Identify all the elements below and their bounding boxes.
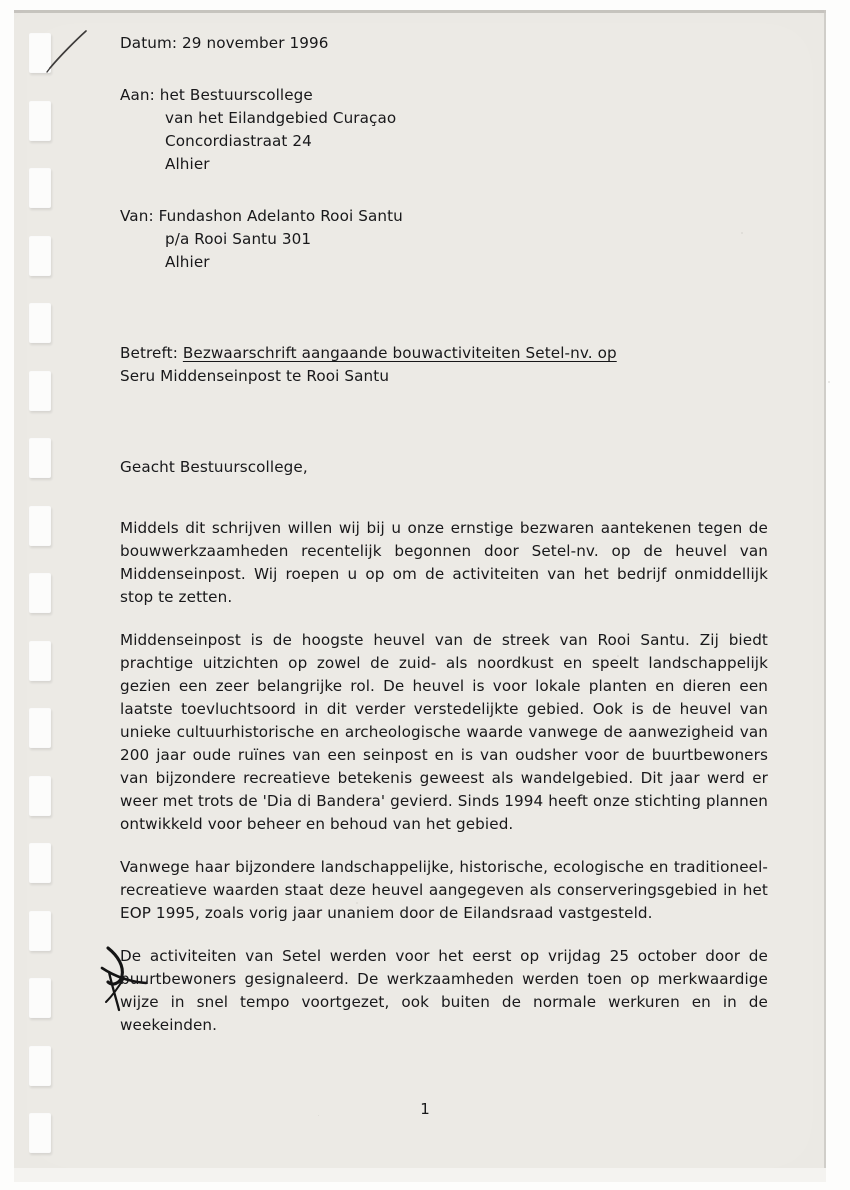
spacer bbox=[120, 436, 768, 456]
recipient-label: Aan: het Bestuurscollege bbox=[120, 86, 313, 104]
sender-block bbox=[120, 205, 768, 274]
spacer bbox=[120, 925, 768, 945]
binding-hole bbox=[29, 33, 51, 73]
spacer bbox=[120, 194, 768, 205]
binding-hole bbox=[29, 236, 51, 276]
spacer bbox=[120, 292, 768, 322]
spacer bbox=[120, 406, 768, 436]
spacer bbox=[120, 322, 768, 342]
binding-hole bbox=[29, 101, 51, 141]
recipient-line-2: Concordiastraat 24 bbox=[165, 132, 312, 150]
body-paragraph-4: De activiteiten van Setel werden voor het eerst op vrijdag 25 october door de buurtbewoners gesignaleerd. De werkzaamheden werden toen op merkwaardige wijze in snel tempo voortgezet, ook buiten de normale werkuren en in de weekeinden. bbox=[120, 947, 768, 1034]
body-paragraph-2: Middenseinpost is de hoogste heuvel van de streek van Rooi Santu. Zij biedt prachtige uitzichten op zowel de zuid- als noordkust en speelt landschappelijk gezien een zeer belangrijke rol. De heuvel is voor lokale planten en dieren een laatste toevluchtsoord in dit verder verstedelijkte gebied. Ook is de heuvel van unieke cultuurhistorische en archeologische waarde vanwege de aanwezigheid van 200 jaar oude ruïnes van een seinpost en is van oudsher voor de buurtbewoners van bijzondere recreatieve betekenis geweest als wandelgebied. Dit jaar werd er weer met trots de 'Dia di Bandera' gevierd. Sinds 1994 heeft onze stichting plannen ontwikkeld voor beheer en behoud van het gebied. bbox=[120, 631, 768, 833]
subject-line-2-wrap bbox=[120, 365, 768, 388]
sender-label: Van: Fundashon Adelanto Rooi Santu bbox=[120, 207, 403, 225]
subject-line-1 bbox=[120, 342, 768, 365]
salutation: Geacht Bestuurscollege, bbox=[120, 458, 308, 476]
letter-body bbox=[120, 32, 768, 1037]
page-bottom-edge bbox=[14, 1168, 826, 1182]
binding-hole bbox=[29, 843, 51, 883]
binding-hole bbox=[29, 303, 51, 343]
binding-hole bbox=[29, 708, 51, 748]
binding-hole bbox=[29, 506, 51, 546]
binding-hole bbox=[29, 438, 51, 478]
body-paragraph-3: Vanwege haar bijzondere landschappelijke, historische, ecologische en traditioneel-recreatieve waarden staat deze heuvel aangegeven als conserveringsgebied in het EOP 1995, zoals vorig jaar unaniem door de Eilandsraad vastgesteld. bbox=[120, 858, 768, 922]
subject-text-2: Seru Middenseinpost te Rooi Santu bbox=[120, 367, 390, 385]
binding-hole bbox=[29, 1113, 51, 1153]
spacer bbox=[120, 836, 768, 856]
spacer bbox=[120, 73, 768, 84]
salutation-block bbox=[120, 456, 768, 479]
recipient-line-1: van het Eilandgebied Curaçao bbox=[165, 109, 397, 127]
page-right-edge bbox=[824, 10, 826, 1182]
binding-hole bbox=[29, 641, 51, 681]
body-paragraph-1: Middels dit schrijven willen wij bij u onze ernstige bezwaren aantekenen tegen de bouwwerkzaamheden recentelijk begonnen door Setel-nv. op de heuvel van Middenseinpost. Wij roepen u op om de activiteiten van het bedrijf onmiddellijk stop te zetten. bbox=[120, 519, 768, 606]
sender-line-2: Alhier bbox=[165, 253, 210, 271]
spacer bbox=[120, 609, 768, 629]
recipient-line-3: Alhier bbox=[165, 155, 210, 173]
sender-line-1: p/a Rooi Santu 301 bbox=[165, 230, 312, 248]
spacer bbox=[120, 497, 768, 517]
binding-hole bbox=[29, 911, 51, 951]
date-block bbox=[120, 32, 768, 55]
scan-speck bbox=[828, 381, 830, 383]
page-number: 1 bbox=[420, 1100, 430, 1118]
binding-hole bbox=[29, 168, 51, 208]
binding-hole bbox=[29, 978, 51, 1018]
subject-text-1: Bezwaarschrift aangaande bouwactiviteiten Setel-nv. op bbox=[182, 344, 617, 362]
binding-hole bbox=[29, 776, 51, 816]
recipient-block bbox=[120, 84, 768, 176]
subject-block bbox=[120, 342, 768, 388]
binding-hole bbox=[29, 1046, 51, 1086]
date-line: Datum: 29 november 1996 bbox=[120, 34, 329, 52]
binding-hole bbox=[29, 573, 51, 613]
binding-hole bbox=[29, 371, 51, 411]
subject-label: Betreft: bbox=[120, 344, 178, 362]
page-top-edge bbox=[14, 10, 826, 13]
